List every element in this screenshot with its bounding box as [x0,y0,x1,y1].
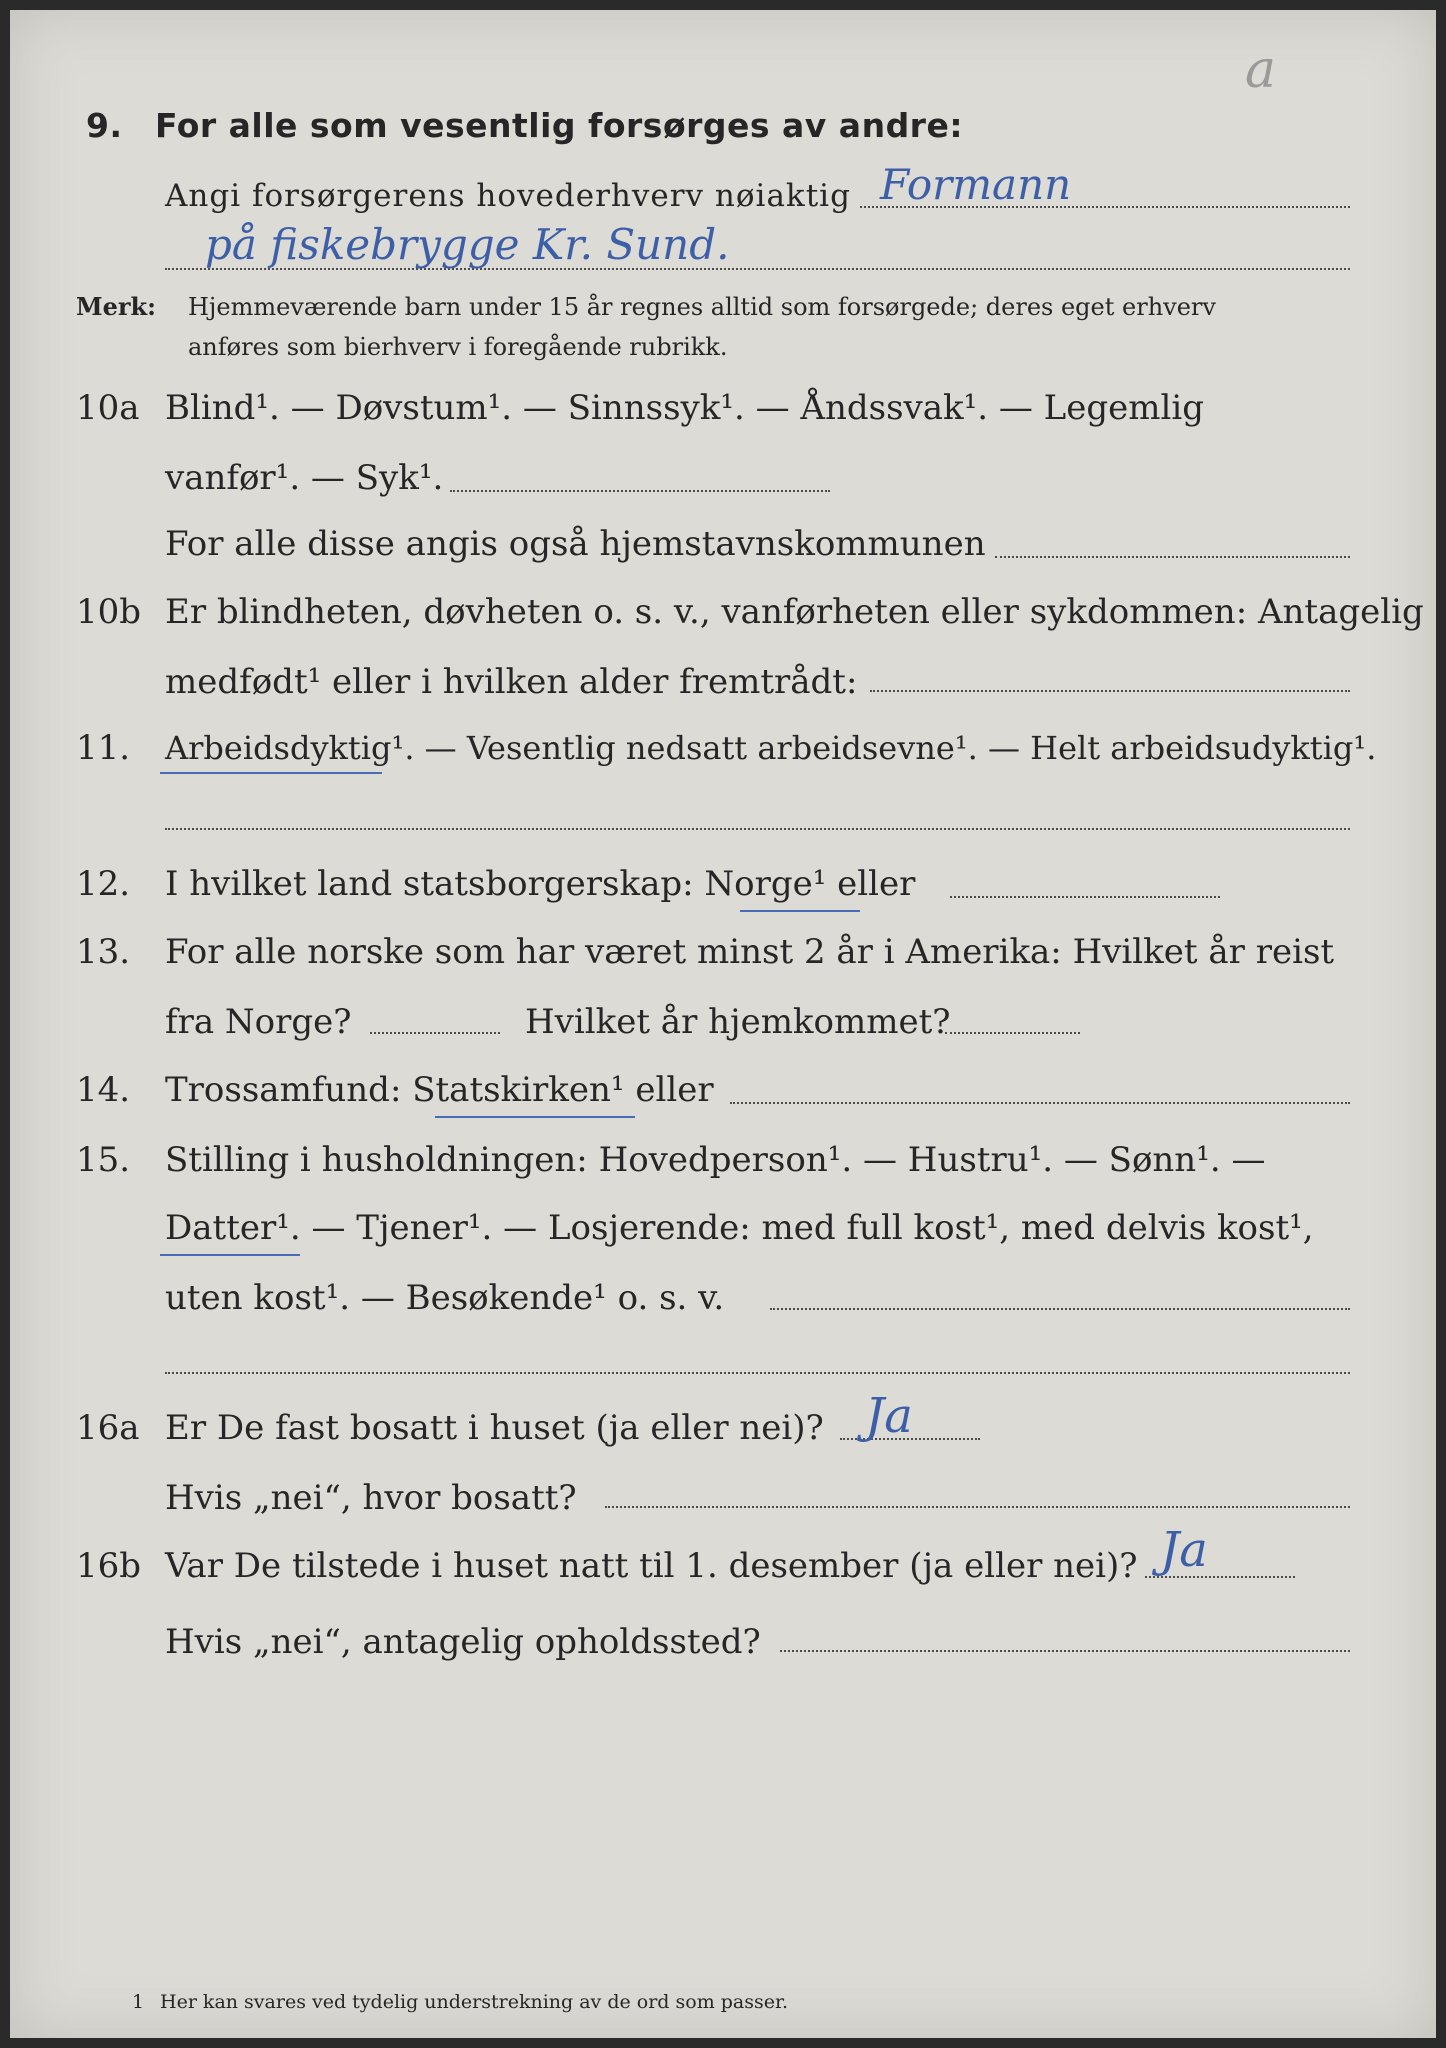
q14-answer-dots [730,1102,1350,1104]
q16a-line-1: Er De fast bosatt i huset (ja eller nei)? [165,1408,824,1448]
q14-line-1: Trossamfund: Statskirken¹ eller [165,1070,714,1110]
q12-line-1: I hvilket land statsborgerskap: Norge¹ eller [165,864,916,904]
q16a-answer-dots-2 [605,1506,1350,1508]
census-form-page [10,10,1436,2038]
q10a-answer-dots-1 [450,490,830,492]
q10b-number: 10b [76,592,142,632]
q12-number: 12. [76,864,131,904]
q12-answer-dots [950,896,1220,898]
q10a-line-1: Blind¹. — Døvstum¹. — Sinnssyk¹. — Åndssvak¹. — Legemlig [165,388,1204,428]
q15-number: 15. [76,1140,131,1180]
merk-line-2: anføres som bierhverv i foregående rubrikk. [188,333,728,361]
q13-number: 13. [76,932,131,972]
q16a-number: 16a [76,1408,140,1448]
q10a-number: 10a [76,388,140,428]
merk-label: Merk: [76,292,156,321]
footnote-text: Her kan svares ved tydelig understrekning av de ord som passer. [160,1991,789,2013]
q15-line-1: Stilling i husholdningen: Hovedperson¹. — Hustru¹. — Sønn¹. — [165,1140,1266,1180]
q15-line-2: Datter¹. — Tjener¹. — Losjerende: med full kost¹, med delvis kost¹, [165,1208,1314,1248]
q15-answer-dots-1 [770,1308,1350,1310]
q11-answer-dots [165,828,1350,830]
q15-answer-dots-2 [165,1372,1350,1374]
q10a-answer-dots-2 [995,556,1350,558]
q13-line-1: For alle norske som har været minst 2 år i Amerika: Hvilket år reist [165,932,1335,972]
q11-underline-arbeidsdyktig [160,772,382,774]
q10b-answer-dots [870,690,1350,692]
q13-line-2a: fra Norge? [165,1002,352,1042]
q14-underline-statskirken [435,1116,635,1118]
q16b-answer-dots [1145,1576,1295,1578]
q16b-answer-dots-2 [780,1650,1350,1652]
q16b-handwritten-answer: Ja [1160,1522,1208,1578]
q15-line-3: uten kost¹. — Besøkende¹ o. s. v. [165,1278,725,1318]
merk-line-1: Hjemmeværende barn under 15 år regnes alltid som forsørgede; deres eget erhverv [188,293,1216,321]
q10a-line-2: vanfør¹. — Syk¹. [165,458,444,498]
q9-handwritten-occupation: Formann [880,160,1072,209]
q13-answer-dots-1 [370,1032,500,1034]
q9-title: For alle som vesentlig forsørges av andre: [155,106,964,145]
q10a-line-3: For alle disse angis også hjemstavnskommunen [165,524,986,564]
q16a-handwritten-answer: Ja [865,1388,913,1444]
q16b-line-2: Hvis „nei“, antagelig opholdssted? [165,1622,761,1662]
q9-number: 9. [86,106,123,145]
q9-prompt: Angi forsørgerens hovederhverv nøiaktig [165,178,851,214]
q10b-line-1: Er blindheten, døvheten o. s. v., vanførheten eller sykdommen: Antagelig [165,592,1424,632]
q13-line-2b: Hvilket år hjemkommet? [525,1002,951,1042]
q16b-number: 16b [76,1546,142,1586]
q15-underline-datter [160,1254,300,1256]
q12-underline-norge [740,910,860,912]
footnote-mark: 1 [132,1991,145,2013]
q11-line-1: Arbeidsdyktig¹. — Vesentlig nedsatt arbeidsevne¹. — Helt arbeidsudyktig¹. [165,729,1377,767]
q14-number: 14. [76,1070,131,1110]
q11-number: 11. [76,728,131,768]
q16b-line-1: Var De tilstede i huset natt til 1. desember (ja eller nei)? [165,1546,1138,1586]
q10b-line-2: medfødt¹ eller i hvilken alder fremtrådt: [165,662,858,702]
q16a-line-2: Hvis „nei“, hvor bosatt? [165,1478,577,1518]
q9-handwritten-workplace: på fiskebrygge Kr. Sund. [205,220,730,269]
q13-answer-dots-2 [945,1032,1080,1034]
corner-mark: a [1245,40,1277,100]
